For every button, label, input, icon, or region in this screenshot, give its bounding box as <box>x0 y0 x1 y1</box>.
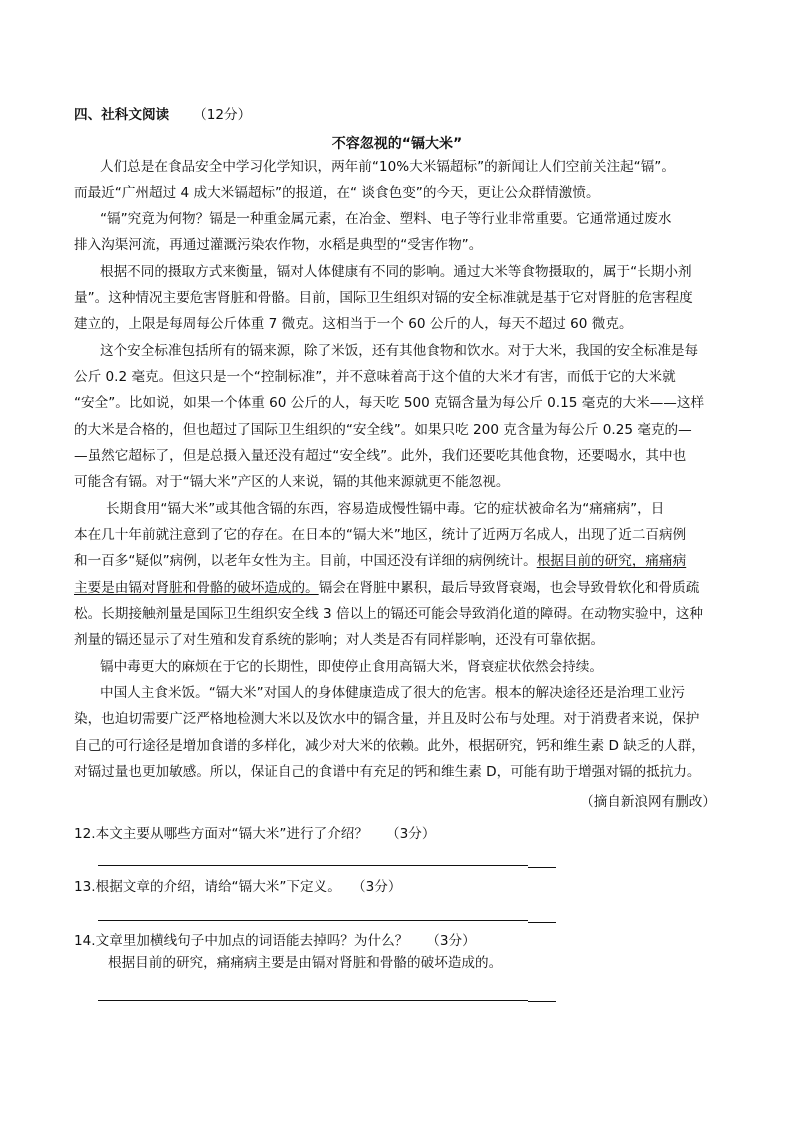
paragraph-line: —虽然它超标了，但是总摄入量还没有超过“安全线”。此外，我们还要吃其他食物，还要喝水，其中也 <box>74 448 687 464</box>
paragraph-line: 剂量的镉还显示了对生殖和发育系统的影响；对人类是否有同样影响，还没有可靠依据。 <box>74 632 605 648</box>
answer-line-14[interactable] <box>98 1000 528 1001</box>
question-text: 12.本文主要从哪些方面对“镉大米”进行了介绍？ <box>74 826 368 842</box>
section-title: 四、社科文阅读 <box>74 107 170 123</box>
paragraph-line: 镉中毒更大的麻烦在于它的长期性，即使停止食用高镉大米，肾衰症状依然会持续。 <box>100 659 603 675</box>
paragraph-line: 长期食用“镉大米”或其他含镉的东西，容易造成慢性镉中毒。它的症状被命名为“痛痛病”，日 <box>106 501 665 517</box>
answer-line-13[interactable] <box>98 920 528 921</box>
paragraph-line: 人们总是在食品安全中学习化学知识，两年前“10%大米镉超标”的新闻让人们空前关注起“镉”。 <box>100 159 675 175</box>
paragraph-line: 公斤 0.2 毫克。但这只是一个“控制标准”，并不意味着高于这个值的大米才有害，而低于它的大米就 <box>74 369 676 385</box>
paragraph-line: 建立的，上限是每周每公斤体重 7 微克。这相当于一个 60 公斤的人，每天不超过 60 微克。 <box>74 316 633 332</box>
answer-line-tail <box>528 867 556 868</box>
answer-line-tail <box>528 922 556 923</box>
paragraph-text: 和一百多“疑似”病例，以老年女性为主。目前，中国还没有详细的病例统计。 <box>74 553 537 569</box>
paragraph-line: 染，也迫切需要广泛严格地检测大米以及饮水中的镉含量，并且及时公布与处理。对于消费者来说，保护 <box>74 711 700 727</box>
section-heading <box>74 107 722 123</box>
paragraph-line: 松。长期接触剂量是国际卫生组织安全线 3 倍以上的镉还可能会导致消化道的障碍。在动物实验中，这种 <box>74 606 704 622</box>
question-score: （3分） <box>385 826 436 842</box>
paragraph-line: 本在几十年前就注意到了它的存在。在日本的“镉大米”地区，统计了近两万名成人，出现了近二百病例 <box>74 527 687 543</box>
answer-line-tail <box>528 1001 556 1002</box>
paragraph-line: 排入沟渠河流，再通过灌溉污染农作物，水稻是典型的“受害作物”。 <box>74 237 483 253</box>
question-text: 13.根据文章的介绍，请给“镉大米”下定义。 <box>74 879 341 895</box>
article-title: 不容忽视的“镉大米” <box>331 136 463 152</box>
paragraph-line: 这个安全标准包括所有的镉来源，除了米饭，还有其他食物和饮水。对于大米，我国的安全标准是每 <box>100 343 699 359</box>
paragraph-line: “安全”。比如说，如果一个体重 60 公斤的人，每天吃 500 克镉含量为每公斤 0.15 毫克的大米——这样 <box>74 395 705 411</box>
question-13 <box>74 875 401 895</box>
paragraph-text: 镉会在肾脏中累积，最后导致肾衰竭，也会导致骨软化和骨质疏 <box>318 580 700 596</box>
question-12 <box>74 822 435 842</box>
paragraph-line <box>74 580 722 596</box>
paragraph-line: 根据不同的摄取方式来衡量，镉对人体健康有不同的影响。通过大米等食物摄取的，属于“长期小剂 <box>100 264 692 280</box>
paragraph-line <box>74 553 722 569</box>
paragraph-line: 而最近“广州超过 4 成大米镉超标”的报道，在“ 谈食色变”的今天，更让公众群情激愤。 <box>74 185 600 201</box>
underlined-sentence-part: 主要是由镉对肾脏和骨骼的破坏造成的。 <box>74 580 319 596</box>
question-14 <box>74 929 476 949</box>
paragraph-line: 量”。这种情况主要危害肾脏和骨骼。目前，国际卫生组织对镉的安全标准就是基于它对肾脏的危害程度 <box>74 290 693 306</box>
paragraph-line: 中国人主食米饭。“镉大米”对国人的身体健康造成了很大的危害。根本的解决途径还是治理工业污 <box>100 685 686 701</box>
section-score: （12分） <box>193 107 252 123</box>
paragraph-line: “镉”究竟为何物？镉是一种重金属元素，在冶金、塑料、电子等行业非常重要。它通常通过废水 <box>100 211 672 227</box>
paragraph-line: 自己的可行途径是增加食谱的多样化，减少对大米的依赖。此外，根据研究，钙和维生素 D 缺乏的人群， <box>74 738 705 754</box>
paragraph-line: 可能含有镉。对于“镉大米”产区的人来说，镉的其他来源就更不能忽视。 <box>74 474 510 490</box>
paragraph-line: 对镉过量也更加敏感。所以，保证自己的食谱中有充足的钙和维生素 D，可能有助于增强对镉的抵抗力。 <box>74 764 701 780</box>
answer-line-12[interactable] <box>98 865 528 866</box>
article-source: （摘自新浪网有删改） <box>580 794 716 810</box>
question-score: （3分） <box>426 933 476 949</box>
underlined-sentence-part: 根据目前的研究，痛痛病 <box>536 553 687 569</box>
question-score: （3分） <box>358 879 402 895</box>
quoted-sentence: 根据目前的研究，痛痛病主要是由镉对肾脏和骨骼的破坏造成的。 <box>108 955 503 971</box>
paragraph-line: 的大米是合格的，但也超过了国际卫生组织的“安全线”。如果只吃 200 克含量为每公斤 0.25 毫克的— <box>74 422 692 438</box>
question-text: 14.文章里加横线句子中加点的词语能去掉吗？为什么？ <box>74 933 409 949</box>
